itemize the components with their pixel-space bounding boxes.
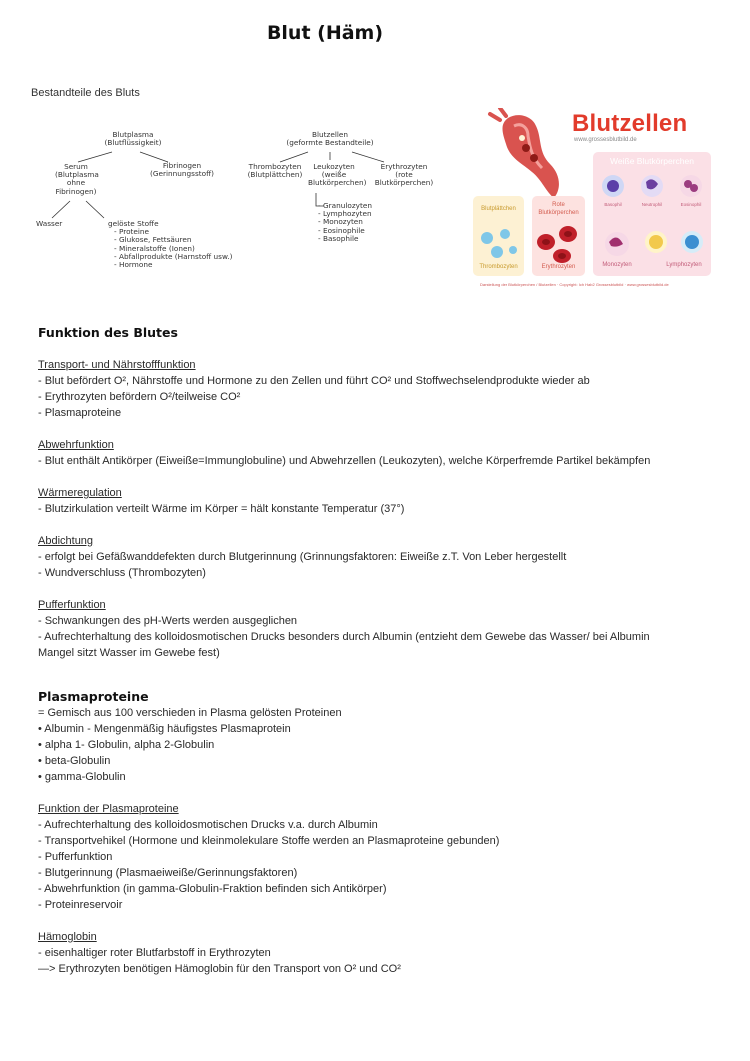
line: - Plasmaproteine <box>38 407 122 419</box>
infographic-url: www.grossesblutbild.de <box>574 137 637 143</box>
panel-white-blood-cells <box>593 152 711 276</box>
sub-abdichtung: Abdichtung <box>38 535 94 547</box>
label-eosinophil: Eosinophil <box>680 202 702 207</box>
line: - Wundverschluss (Thrombozyten) <box>38 567 206 579</box>
label-neutrophil: Neutrophil <box>641 202 663 207</box>
node-erythrozyten: Erythrozyten (rote Blutkörperchen) <box>374 162 434 188</box>
line: - erfolgt bei Gefäßwanddefekten durch Blutgerinnung (Grinnungsfaktoren: Eiweiße z.T. Von Leber hergestellt <box>38 551 567 563</box>
node-leukozyten: Leukozyten (weiße Blutkörperchen) <box>308 162 367 188</box>
infographic-title: Blutzellen <box>572 110 688 137</box>
sub-haemoglobin: Hämoglobin <box>38 931 97 943</box>
red-cells-header-2: Blutkörperchen <box>538 210 579 216</box>
blood-vessel-illustration <box>470 108 580 208</box>
platelets-header: Blutplättchen <box>481 206 516 212</box>
line: = Gemisch aus 100 verschieden in Plasma gelösten Proteinen <box>38 707 342 719</box>
line: - Blut enthält Antikörper (Eiweiße=Immunglobuline) und Abwehrzellen (Leukozyten), welche Körperfremde Partikel bekämpfen <box>38 455 651 467</box>
label-thrombozyten: Thrombozyten <box>479 264 518 270</box>
node-geloeste-stoffe: gelöste Stoffe - Proteine - Glukose, Fettsäuren - Mineralstoffe (Ionen) - Abfallprodukte (Harnstoff usw.) - Hormone <box>108 219 233 269</box>
line: • gamma-Globulin <box>38 771 126 783</box>
line: • Albumin - Mengenmäßig häufigstes Plasmaprotein <box>38 723 291 735</box>
line: • alpha 1- Globulin, alpha 2-Globulin <box>38 739 215 751</box>
node-serum: Serum (Blutplasma ohne Fibrinogen) <box>55 162 99 196</box>
page-title: Blut (Häm) <box>266 22 384 44</box>
node-fibrinogen: Fibrinogen (Gerinnungsstoff) <box>150 161 214 179</box>
line: - Aufrechterhaltung des kolloidosmotischen Drucks besonders durch Albumin (entzieht dem Gewebe das Wasser/ bei Albumin <box>38 631 650 643</box>
line: - Transportvehikel (Hormone und kleinmolekulare Stoffe werden an Plasmaproteine gebunden) <box>38 835 500 847</box>
line: - Abwehrfunktion (in gamma-Globulin-Fraktion befinden sich Antikörper) <box>38 883 387 895</box>
panel-platelets <box>473 196 524 276</box>
infographic-footer: Darstellung der Blutkörperchen / Blutzellen · Copyright: Ich Hab2 Grossesblutbild · www.grossesblutbild.de <box>480 282 669 287</box>
line: Mangel sitzt Wasser im Gewebe fest) <box>38 647 220 659</box>
sub-funktion-plasmaproteine: Funktion der Plasmaproteine <box>38 803 179 815</box>
section-label-bestandteile: Bestandteile des Bluts <box>31 87 140 99</box>
sub-puffer: Pufferfunktion <box>38 599 106 611</box>
node-leukozyten-types: - Granulozyten - Lymphozyten - Monozyten - Eosinophile - Basophile <box>318 201 372 243</box>
sub-transport: Transport- und Nährstofffunktion <box>38 359 196 371</box>
heading-funktion: Funktion des Blutes <box>38 325 178 340</box>
line: • beta-Globulin <box>38 755 111 767</box>
line: - Blutgerinnung (Plasmaeiweiße/Gerinnungsfaktoren) <box>38 867 298 879</box>
line: - eisenhaltiger roter Blutfarbstoff in Erythrozyten <box>38 947 271 959</box>
line: - Proteinreservoir <box>38 899 123 911</box>
line: - Schwankungen des pH-Werts werden ausgeglichen <box>38 615 298 627</box>
line: - Blut befördert O², Nährstoffe und Hormone zu den Zellen und führt CO² und Stoffwechselendprodukte wieder ab <box>38 375 590 387</box>
node-thrombozyten: Thrombozyten (Blutplättchen) <box>247 162 303 180</box>
white-cells-header: Weiße Blutkörperchen <box>610 156 694 166</box>
node-wasser: Wasser <box>36 219 63 228</box>
line: - Pufferfunktion <box>38 851 113 863</box>
sub-abwehr: Abwehrfunktion <box>38 439 114 451</box>
label-basophil: Basophil <box>604 202 622 207</box>
notes-body <box>38 325 718 977</box>
line: - Erythrozyten befördern O²/teilweise CO² <box>38 391 241 403</box>
line: - Blutzirkulation verteilt Wärme im Körper = hält konstante Temperatur (37°) <box>38 503 405 515</box>
sub-waerme: Wärmeregulation <box>38 487 122 499</box>
line: - Aufrechterhaltung des kolloidosmotischen Drucks v.a. durch Albumin <box>38 819 378 831</box>
label-erythrozyten: Erythrozyten <box>541 264 576 270</box>
panel-red-blood-cells <box>532 196 585 276</box>
node-blutplasma: Blutplasma (Blutflüssigkeit) <box>104 130 162 148</box>
red-cells-header-1: Rote <box>552 202 565 208</box>
blutzellen-infographic <box>470 108 718 290</box>
label-lymphozyten: Lymphozyten <box>666 262 702 268</box>
node-blutzellen: Blutzellen (geformte Bestandteile) <box>286 130 374 148</box>
line: —> Erythrozyten benötigen Hämoglobin für den Transport von O² und CO² <box>38 963 401 975</box>
label-monozyten: Monozyten <box>602 262 632 268</box>
heading-plasmaproteine: Plasmaproteine <box>38 689 149 704</box>
